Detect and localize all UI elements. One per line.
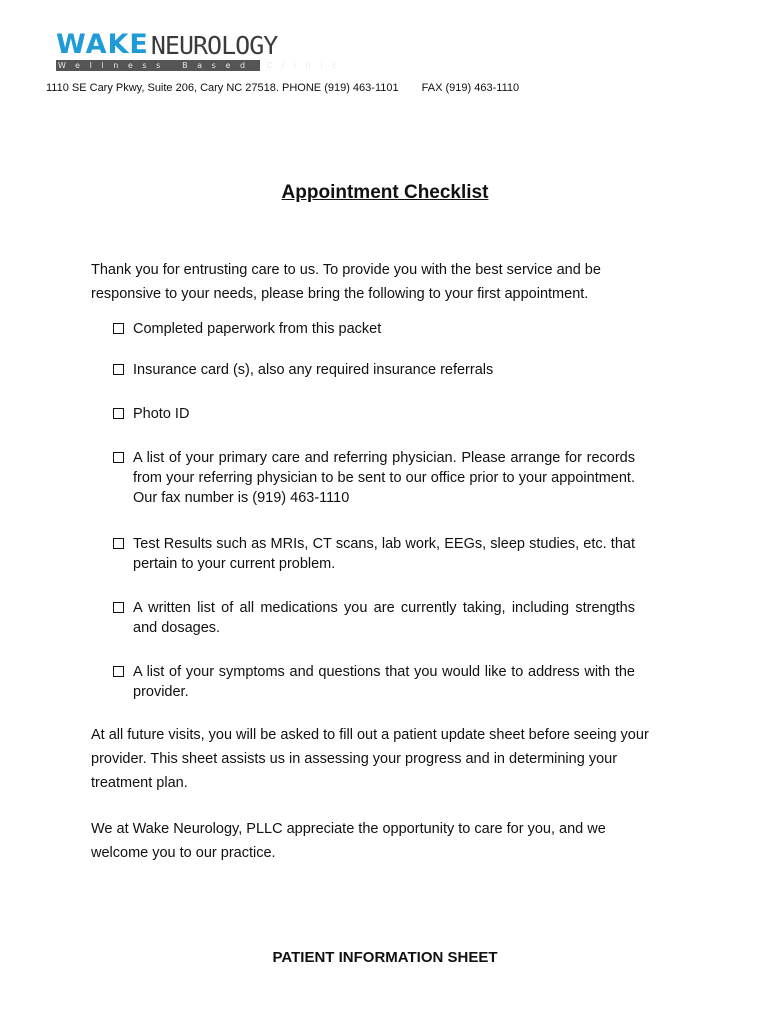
checkbox-icon[interactable]	[113, 666, 124, 677]
checkbox-icon[interactable]	[113, 364, 124, 375]
checklist-item-label: Completed paperwork from this packet	[133, 321, 382, 337]
logo-wordmark	[56, 29, 278, 60]
clinic-logo	[56, 29, 347, 70]
patient-information-heading: PATIENT INFORMATION SHEET	[272, 949, 498, 966]
checkbox-icon[interactable]	[113, 538, 124, 549]
checklist-item-photo-id	[113, 404, 635, 424]
checkbox-icon[interactable]	[113, 602, 124, 613]
checklist-item-label: Insurance card (s), also any required insurance referrals	[133, 362, 494, 378]
phone-number: PHONE (919) 463-1101	[282, 82, 399, 94]
intro-paragraph: Thank you for entrusting care to us. To provide you with the best service and be responsive to your needs, please bring the following to your first appointment.	[91, 262, 601, 302]
future-visits-paragraph: At all future visits, you will be asked to fill out a patient update sheet before seeing your provider. This sheet assists us in assessing your progress and in determining your treatment plan.	[91, 727, 649, 791]
closing-paragraph: We at Wake Neurology, PLLC appreciate the opportunity to care for you, and we welcome you to our practice.	[91, 821, 606, 861]
street-address: 1110 SE Cary Pkwy, Suite 206, Cary NC 27518.	[46, 82, 279, 94]
checklist-item-paperwork	[113, 319, 635, 339]
logo-tagline: Wellness Based Clinic	[58, 61, 347, 70]
checkbox-icon[interactable]	[113, 408, 124, 419]
logo-neurology-text: NEUROLOGY	[150, 31, 278, 60]
checklist-item-label: A written list of all medications you are currently taking, including strengths and dosages.	[133, 600, 635, 636]
checklist-item-label: Photo ID	[133, 406, 190, 422]
fax-number: FAX (919) 463-1110	[421, 82, 520, 94]
checklist-item-medications	[113, 598, 635, 638]
checklist-item-test-results	[113, 534, 635, 574]
checklist-item-physician	[113, 448, 635, 508]
clinic-address-line	[46, 82, 519, 94]
checklist-item-label: A list of your primary care and referring physician. Please arrange for records from your referring physician to be sent to our office prior to your appointment. Our fax number is (919) 463-1110	[133, 450, 635, 506]
checkbox-icon[interactable]	[113, 452, 124, 463]
checklist-item-label: Test Results such as MRIs, CT scans, lab work, EEGs, sleep studies, etc. that pertain to your current problem.	[133, 536, 635, 572]
checklist-item-label: A list of your symptoms and questions that you would like to address with the provider.	[133, 664, 635, 700]
logo-wake-text: WAKE	[56, 29, 149, 60]
page-title: Appointment Checklist	[281, 182, 489, 203]
checkbox-icon[interactable]	[113, 323, 124, 334]
checklist-item-symptoms	[113, 662, 635, 702]
checklist-item-insurance	[113, 360, 635, 380]
